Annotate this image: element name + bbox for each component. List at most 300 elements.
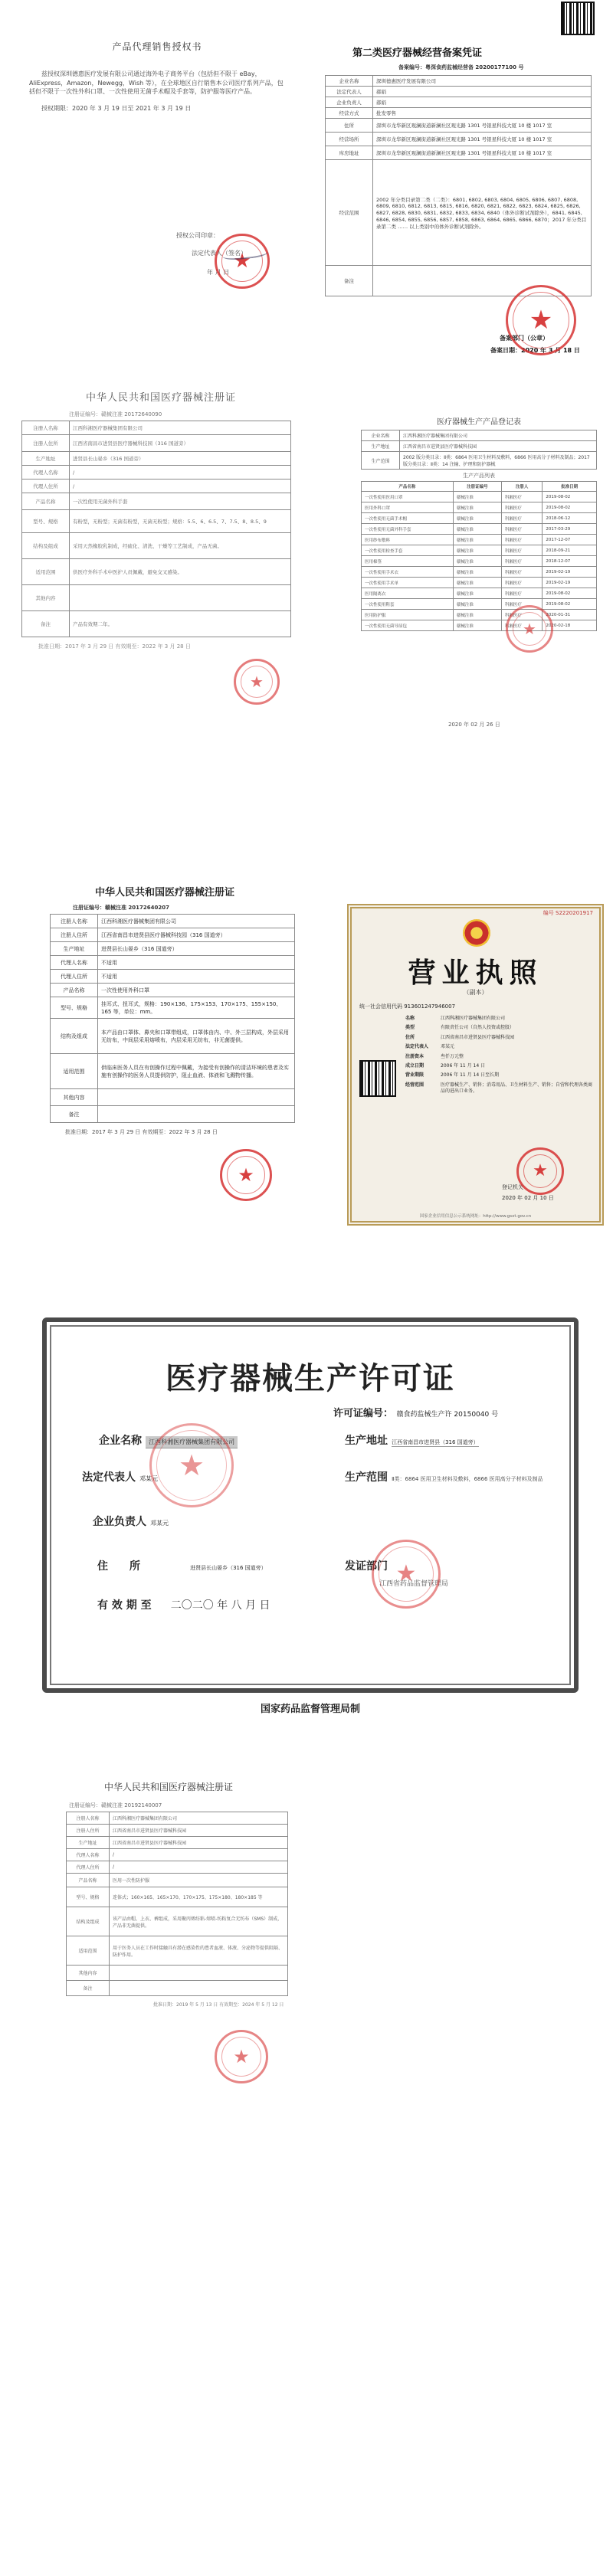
- table-cell: 一次性使用检查手套: [362, 545, 454, 556]
- production-permit: [42, 1317, 579, 1723]
- license-field-value: 2006 年 11 月 14 日至长期: [441, 1072, 500, 1079]
- issuer-value: 江西省药品监督管理局: [379, 1580, 449, 1588]
- table-cell: 2019-08-02: [543, 492, 597, 502]
- table-cell: 2019-02-19: [543, 567, 597, 578]
- table-row: [51, 1106, 295, 1123]
- table-row: [362, 535, 597, 545]
- license-field: [405, 1054, 593, 1060]
- table-row: [51, 915, 295, 928]
- table-cell: 一次性使用无菌手术帽: [362, 513, 454, 524]
- row-value: 医用一次性防护服: [110, 1874, 288, 1887]
- legal-value: 邓某元: [139, 1475, 159, 1482]
- cert-footer: 批准日期：2017 年 3 月 29 日 有效期至：2022 年 3 月 28 日: [38, 643, 191, 650]
- table-row: [67, 1887, 288, 1907]
- table-row: [362, 502, 597, 513]
- red-seal: ★: [506, 605, 553, 653]
- column-header: 注册证编号: [453, 482, 501, 492]
- row-label: 适用范围: [51, 1054, 98, 1089]
- permit-legal: [82, 1469, 158, 1484]
- license-field-value: 邓某元: [441, 1044, 455, 1050]
- table-row: [362, 524, 597, 535]
- letter-body: [15, 53, 299, 113]
- table-row: [22, 466, 291, 480]
- form-date: 2020 年 02 月 26 日: [448, 722, 500, 728]
- row-label: 法定代表人: [326, 87, 373, 97]
- table-row: [326, 119, 592, 133]
- row-label: 经营场所: [326, 133, 373, 146]
- red-seal: ★: [516, 1147, 564, 1195]
- row-label: 其他内容: [67, 1966, 110, 1981]
- table-row: [326, 97, 592, 108]
- license-field-value: 医疗器械生产、销售；消毒用品、卫生材料生产、销售；自营和代理各类商品的进出口业务。: [441, 1082, 593, 1095]
- table-row: [362, 578, 597, 588]
- table-cell: 科湘医疗: [501, 535, 542, 545]
- license-field: [405, 1063, 593, 1069]
- row-value: 江西科湘医疗器械集团有限公司: [400, 430, 597, 441]
- row-value: /: [70, 480, 291, 493]
- validity-label: 有 效 期 至: [97, 1599, 152, 1612]
- table-cell: 2020-02-18: [543, 620, 597, 631]
- table-row: [362, 588, 597, 599]
- table-row: [51, 970, 295, 984]
- table-row: [67, 1849, 288, 1861]
- letter-paragraph: 授权期限：2020 年 3 月 19 日至 2021 年 3 月 19 日: [41, 104, 192, 112]
- table-cell: 科湘医疗: [501, 513, 542, 524]
- row-value: 2002 版分类目录：Ⅱ类：6864 医用卫生材料及敷料，6866 医用高分子材料及制品；2017 版分类目录：Ⅱ类：14 注输、护理和防护器械: [400, 452, 597, 470]
- record-certificate: [322, 0, 598, 368]
- table-cell: 科湘医疗: [501, 524, 542, 535]
- row-value: 深圳市龙华新区观澜街道新澜社区观光路 1301 号银星科技大厦 10 楼 1017 室: [373, 119, 592, 133]
- row-value: 郝娟: [373, 87, 592, 97]
- row-value: 江西省南昌市进贤县医疗器械科技园（316 国道旁）: [70, 435, 291, 452]
- license-serial: 编号 S2220201917: [543, 910, 593, 916]
- table-row: [51, 928, 295, 942]
- table-row: [22, 533, 291, 559]
- row-label: 生产地址: [22, 452, 70, 466]
- table-cell: 一次性使用无菌导尿包: [362, 620, 454, 631]
- cert-footer: 批准日期：2019 年 5 月 13 日 有效期至：2024 年 5 月 12 日: [153, 2002, 284, 2008]
- table-cell: 赣械注准: [453, 502, 501, 513]
- row-label: 型号、规格: [51, 997, 98, 1019]
- table-row: [22, 421, 291, 435]
- table-row: [362, 545, 597, 556]
- row-label: 经营方式: [326, 108, 373, 119]
- permit-number-label: 许可证编号：: [333, 1408, 394, 1419]
- row-value: 深圳市龙华新区观澜街道新澜社区观光路 1301 号银星科技大厦 10 楼 1017 室: [373, 133, 592, 146]
- row-label: 适用范围: [22, 559, 70, 585]
- red-seal: ★: [234, 659, 280, 705]
- table-cell: 科湘医疗: [501, 556, 542, 567]
- record-dept: 备案部门（公章）: [500, 335, 549, 342]
- table-row: [67, 1861, 288, 1874]
- license-field-label: 经营范围: [405, 1082, 425, 1088]
- legal-label: 法定代表人: [82, 1471, 136, 1484]
- table-row: [22, 585, 291, 611]
- table-row: [326, 87, 592, 97]
- row-value: 本产品由口罩体、鼻夹和口罩带组成，口罩体由内、中、外三层构成，外层采用无纺布，中间层采用熔喷布，内层采用无纺布，非无菌提供。: [98, 1019, 295, 1054]
- red-seal: ★: [506, 285, 576, 355]
- residence-label: 住 所: [97, 1560, 140, 1573]
- row-label: 代理人名称: [22, 466, 70, 480]
- row-label: 适用范围: [67, 1936, 110, 1966]
- row-label: 代理人住所: [51, 970, 98, 984]
- table-cell: 医用隔离衣: [362, 588, 454, 599]
- table-cell: 赣械注准: [453, 588, 501, 599]
- row-value: 江西省南昌市进贤县医疗器械科技园: [110, 1837, 288, 1849]
- issuer-label: 发证部门: [345, 1560, 388, 1573]
- address-value: 江西省南昌市进贤县（316 国道旁）: [392, 1439, 479, 1445]
- permit-number-value: 赣食药监械生产许 20150040 号: [396, 1411, 499, 1419]
- table-cell: 赣械注准: [453, 599, 501, 610]
- row-label: 型号、规格: [22, 510, 70, 533]
- license-field: [405, 1025, 593, 1031]
- table-cell: 医用纱布敷料: [362, 535, 454, 545]
- table-cell: 赣械注准: [453, 556, 501, 567]
- table-cell: 赣械注准: [453, 610, 501, 620]
- row-value: 供临床医务人员在有创操作过程中佩戴，为接受有创操作的清洁环境的患者及实施有创操作的医务人员提供防护，阻止血液、体液和飞溅物传播。: [98, 1054, 295, 1089]
- doc-title: 第二类医疗器械经营备案凭证: [352, 47, 483, 59]
- qr-code: [359, 1060, 396, 1097]
- row-label: 住所: [326, 119, 373, 133]
- row-value: 用于医务人员在工作时接触具有潜在感染性的患者血液、体液、分泌物等提供阻隔、防护作用。: [110, 1936, 288, 1966]
- table-cell: 赣械注准: [453, 567, 501, 578]
- row-label: 库房地址: [326, 146, 373, 160]
- production-registration-form: [356, 414, 602, 735]
- row-value: [98, 1106, 295, 1123]
- license-field-value: 江西省南昌市进贤县医疗器械科技园: [441, 1034, 515, 1040]
- row-label: 代理人名称: [67, 1849, 110, 1861]
- row-value: 有粉型，无粉型；无菌有粉型，无菌无粉型；规格：5.5、6、6.5、7、7.5、8、8.5、9: [70, 510, 291, 533]
- license-registrar: 登记机关: [502, 1184, 523, 1190]
- validity-value: 二〇二〇 年 八 月 日: [170, 1599, 270, 1612]
- product-list: [361, 481, 597, 631]
- table-cell: 科湘医疗: [501, 567, 542, 578]
- doc-title: 中华人民共和国医疗器械注册证: [103, 1782, 233, 1792]
- table-row: [22, 611, 291, 637]
- license-fields: [405, 1016, 593, 1095]
- table-cell: 科湘医疗: [501, 545, 542, 556]
- license-field: [405, 1016, 593, 1022]
- table-cell: 2018-12-07: [543, 556, 597, 567]
- red-seal-left: ★: [149, 1423, 234, 1507]
- row-value: 深圳德惠医疗发展有限公司: [373, 76, 592, 87]
- row-value: 该产品由帽、上衣、裤组成，采用聚丙烯纺粘-熔喷-纺粘复合无纺布（SMS）制成，产品非无菌提供。: [110, 1907, 288, 1936]
- row-label: 生产地址: [67, 1837, 110, 1849]
- license-field: [405, 1035, 593, 1041]
- company-value: 江西科湘医疗器械集团有限公司: [146, 1436, 238, 1448]
- row-value: 一次性使用外科口罩: [98, 984, 295, 997]
- table-row: [51, 1054, 295, 1089]
- table-row: [326, 146, 592, 160]
- row-value: 进贤县长山晏乡（316 国道旁）: [70, 452, 291, 466]
- row-label: 结构及组成: [22, 533, 70, 559]
- registration-certificate-masks: [19, 881, 310, 1210]
- row-value: 连体式；160×165、165×170、170×175、175×180、180×185 等: [110, 1887, 288, 1907]
- license-field: [405, 1072, 593, 1079]
- row-label: 其他内容: [51, 1089, 98, 1106]
- row-value: 产品有效期二年。: [70, 611, 291, 637]
- permit-bottom: 国家药品监督管理局制: [260, 1704, 360, 1715]
- row-label: 结构及组成: [67, 1907, 110, 1936]
- record-date: 备案日期：2020 年 3 月 18 日: [490, 347, 580, 354]
- table-row: [51, 942, 295, 956]
- authorization-letter: [15, 31, 299, 314]
- doc-title: 中华人民共和国医疗器械注册证: [85, 392, 236, 404]
- cert-table: [21, 421, 291, 637]
- table-cell: 2018-06-12: [543, 513, 597, 524]
- row-label: 注册人名称: [67, 1812, 110, 1825]
- table-row: [362, 620, 597, 631]
- table-row: [51, 1019, 295, 1054]
- cert-footer: 批准日期：2017 年 3 月 29 日 有效期至：2022 年 3 月 28 日: [65, 1129, 218, 1136]
- table-row: [67, 1936, 288, 1966]
- license-title: 营业执照: [408, 957, 543, 989]
- table-cell: 一次性使用医用口罩: [362, 492, 454, 502]
- doc-title: 医疗器械生产产品登记表: [437, 418, 521, 427]
- row-label: 型号、规格: [67, 1887, 110, 1907]
- row-label: 备注: [326, 266, 373, 296]
- table-cell: 赣械注准: [453, 578, 501, 588]
- permit-head: [93, 1514, 169, 1529]
- table-cell: 2019-08-02: [543, 502, 597, 513]
- registration-certificate-gloves: [15, 383, 306, 724]
- row-label: 经营范围: [326, 160, 373, 266]
- row-value: 江西科湘医疗器械集团有限公司: [110, 1812, 288, 1825]
- cert-table: [50, 914, 295, 1123]
- cert-number: 注册证编号：赣械注准 20192140007: [69, 1802, 162, 1808]
- license-subtitle: （副本）: [463, 989, 488, 996]
- row-value: [110, 1981, 288, 1996]
- table-cell: 科湘医疗: [501, 492, 542, 502]
- table-cell: 2019-02-19: [543, 578, 597, 588]
- table-cell: 赣械注准: [453, 492, 501, 502]
- license-field-label: 注册资本: [405, 1053, 425, 1059]
- table-cell: 科湘医疗: [501, 588, 542, 599]
- table-row: [326, 108, 592, 119]
- head-value: 邓某元: [150, 1520, 169, 1527]
- row-value: 一次性使用无菌外科手套: [70, 493, 291, 510]
- table-row: [362, 567, 597, 578]
- row-label: 生产范围: [362, 452, 400, 470]
- table-cell: 赣械注准: [453, 535, 501, 545]
- permit-address: [345, 1432, 552, 1448]
- table-row: [51, 997, 295, 1019]
- table-row: [67, 1874, 288, 1887]
- cert-table: [66, 1812, 288, 1996]
- permit-title: 医疗器械生产许可证: [166, 1360, 455, 1396]
- column-header: 注册人: [501, 482, 542, 492]
- scope-label: 生产范围: [345, 1471, 388, 1484]
- row-label: 备注: [22, 611, 70, 637]
- permit-number-row: [333, 1405, 498, 1419]
- cert-number: 注册证编号：赣械注准 20172640090: [69, 411, 162, 417]
- table-row: [326, 160, 592, 266]
- row-label: 注册人名称: [51, 915, 98, 928]
- row-value: 2002 年分类目录第二类（二类）：6801, 6802, 6803, 6804, 6805, 6806, 6807, 6808, 6809, 6810, 6812, 6813, 6815, 6816, 6820, 6821, 6822, 6823, 6824, 6825, 6826, 6827, 6828, 6830, 6831, 6832, 6833, 6834, 6840（体外诊断试剂除外），6841, 6845, 6846, 6854, 6855, 6856, 6857, 6858, 6863, 6864, 6865, 6866, 6870；2017 年分类目录第二类 …… 以上类别中的体外诊断试剂除外。: [373, 160, 592, 266]
- column-header: 产品名称: [362, 482, 454, 492]
- license-field-value: 江西科湘医疗器械集团有限公司: [441, 1016, 506, 1021]
- license-field-label: 法定代表人: [405, 1044, 429, 1050]
- row-value: 江西省南昌市进贤县医疗器械科技园（316 国道旁）: [98, 928, 295, 942]
- business-license: [347, 904, 604, 1226]
- row-label: 代理人名称: [51, 956, 98, 970]
- row-label: 代理人住所: [22, 480, 70, 493]
- table-row: [67, 1825, 288, 1837]
- table-row: [326, 133, 592, 146]
- license-field-label: 营业期限: [405, 1072, 425, 1079]
- license-field-label: 住所: [405, 1034, 415, 1040]
- table-cell: 2019-08-02: [543, 588, 597, 599]
- table-cell: 2019-08-02: [543, 599, 597, 610]
- row-value: 江西科湘医疗器械集团有限公司: [98, 915, 295, 928]
- table-cell: 赣械注准: [453, 524, 501, 535]
- table-cell: 赣械注准: [453, 513, 501, 524]
- row-value: 深圳市龙华新区观澜街道新澜社区观光路 1301 号银星科技大厦 10 楼 1017 室: [373, 146, 592, 160]
- table-row: [362, 430, 597, 441]
- record-number: 备案编号：粤深食药监械经营备 20200177100 号: [398, 64, 524, 70]
- table-row: [362, 441, 597, 452]
- license-field: [405, 1044, 593, 1050]
- row-label: 产品名称: [51, 984, 98, 997]
- national-emblem: [463, 919, 490, 947]
- record-table: [325, 75, 592, 296]
- row-label: 其他内容: [22, 585, 70, 611]
- sign-date: 年 月 日: [207, 269, 230, 276]
- row-label: 企业负责人: [326, 97, 373, 108]
- table-cell: 2017-12-07: [543, 535, 597, 545]
- row-value: /: [110, 1861, 288, 1874]
- registration-certificate-clothing: [38, 1777, 299, 2106]
- row-label: 备注: [51, 1106, 98, 1123]
- qr-code: [561, 2, 595, 35]
- table-cell: 一次性使用手术衣: [362, 567, 454, 578]
- row-label: 注册人住所: [22, 435, 70, 452]
- letter-paragraph: 兹授权深圳德惠医疗发展有限公司通过海外电子商务平台（包括但不限于 eBay，AliExpress，Amazon，Newegg，Wish 等），在全球地区自行销售本公司医疗系列产品，包括但不限于一次性外科口罩、一次性使用无菌手术帽及手套等，防护服等医疗产品。: [29, 70, 284, 96]
- address-label: 生产地址: [345, 1435, 388, 1447]
- row-label: 备注: [67, 1981, 110, 1996]
- row-value: 不适用: [98, 970, 295, 984]
- table-row: [326, 76, 592, 87]
- row-value: 江西省南昌市进贤县医疗器械科技园: [400, 441, 597, 452]
- table-row: [67, 1812, 288, 1825]
- red-seal: ★: [215, 234, 270, 289]
- table-cell: 一次性使用手术单: [362, 578, 454, 588]
- license-bottom: 国家企业信用信息公示系统网址：http://www.gsxt.gov.cn: [419, 1214, 532, 1219]
- column-header: 批准日期: [543, 482, 597, 492]
- row-value: /: [110, 1849, 288, 1861]
- row-value: [98, 1089, 295, 1106]
- row-label: 注册人住所: [51, 928, 98, 942]
- sign-company: 授权公司印章：: [176, 232, 219, 239]
- table-cell: 一次性使用无菌外科手套: [362, 524, 454, 535]
- row-value: 郝娟: [373, 97, 592, 108]
- table-cell: 科湘医疗: [501, 620, 542, 631]
- doc-title: 产品代理销售授权书: [112, 41, 202, 52]
- list-title: 生产产品列表: [463, 473, 495, 479]
- table-row: [22, 493, 291, 510]
- table-row: [67, 1981, 288, 1996]
- row-value: 进贤县长山晏乡（316 国道旁）: [98, 942, 295, 956]
- table-row: [51, 1089, 295, 1106]
- row-label: 企业名称: [362, 430, 400, 441]
- table-cell: 医用防护服: [362, 610, 454, 620]
- row-label: 生产地址: [51, 942, 98, 956]
- table-row: [67, 1907, 288, 1936]
- residence-value: 进贤县长山晏乡（316 国道旁）: [190, 1565, 267, 1571]
- row-value: 不适用: [98, 956, 295, 970]
- table-cell: 医用棉签: [362, 556, 454, 567]
- doc-title: 中华人民共和国医疗器械注册证: [94, 887, 234, 898]
- table-cell: 2018-09-21: [543, 545, 597, 556]
- license-field-label: 类型: [405, 1025, 415, 1031]
- table-cell: 科湘医疗: [501, 502, 542, 513]
- table-row: [22, 510, 291, 533]
- credit-code: 统一社会信用代码 913601247946007: [359, 1003, 456, 1010]
- scope-value: Ⅱ类：6864 医用卫生材料及敷料，6866 医用高分子材料及制品: [392, 1476, 543, 1482]
- table-row: [362, 513, 597, 524]
- row-label: 注册人住所: [67, 1825, 110, 1837]
- company-label: 企业名称: [99, 1435, 142, 1447]
- table-cell: 科湘医疗: [501, 599, 542, 610]
- row-label: 产品名称: [22, 493, 70, 510]
- permit-residence: [97, 1558, 267, 1573]
- sign-person: 法定代表人（签名）: [192, 250, 247, 257]
- table-cell: 医用外科口罩: [362, 502, 454, 513]
- row-label: 注册人名称: [22, 421, 70, 435]
- row-label: 结构及组成: [51, 1019, 98, 1054]
- table-row: [362, 610, 597, 620]
- table-row: [67, 1837, 288, 1849]
- table-cell: 赣械注准: [453, 620, 501, 631]
- row-value: [110, 1966, 288, 1981]
- row-value: 供医疗外科手术中医护人员佩戴，避免交叉感染。: [70, 559, 291, 585]
- license-field-value: 有限责任公司（自然人投资或控股）: [441, 1025, 515, 1031]
- license-field-label: 名称: [405, 1016, 415, 1021]
- table-row: [51, 956, 295, 970]
- red-seal: ★: [220, 1149, 272, 1201]
- row-value: 江西科湘医疗器械集团有限公司: [70, 421, 291, 435]
- form-table: [361, 430, 597, 470]
- permit-validity: [97, 1597, 270, 1612]
- table-cell: 2020-01-31: [543, 610, 597, 620]
- table-cell: 科湘医疗: [501, 610, 542, 620]
- row-value: 批发零售: [373, 108, 592, 119]
- red-seal: ★: [215, 2030, 268, 2083]
- table-row: [362, 556, 597, 567]
- red-seal-right: ★: [372, 1540, 441, 1609]
- table-cell: 科湘医疗: [501, 578, 542, 588]
- license-field-label: 成立日期: [405, 1062, 425, 1069]
- row-value: [70, 585, 291, 611]
- row-value: /: [70, 466, 291, 480]
- row-label: 生产地址: [362, 441, 400, 452]
- license-field-value: 叁仟万元整: [441, 1053, 464, 1059]
- table-row: [362, 452, 597, 470]
- table-row: [362, 492, 597, 502]
- row-label: 产品名称: [67, 1874, 110, 1887]
- table-row: [22, 559, 291, 585]
- license-field: [405, 1082, 593, 1095]
- license-date: 2020 年 02 月 10 日: [502, 1195, 554, 1201]
- table-row: [362, 599, 597, 610]
- row-value: 江西省南昌市进贤县医疗器械科技园: [110, 1825, 288, 1837]
- row-label: 代理人住所: [67, 1861, 110, 1874]
- table-cell: 赣械注准: [453, 545, 501, 556]
- table-row: [51, 984, 295, 997]
- table-cell: 2017-03-29: [543, 524, 597, 535]
- permit-scope: [345, 1469, 559, 1484]
- table-row: [22, 480, 291, 493]
